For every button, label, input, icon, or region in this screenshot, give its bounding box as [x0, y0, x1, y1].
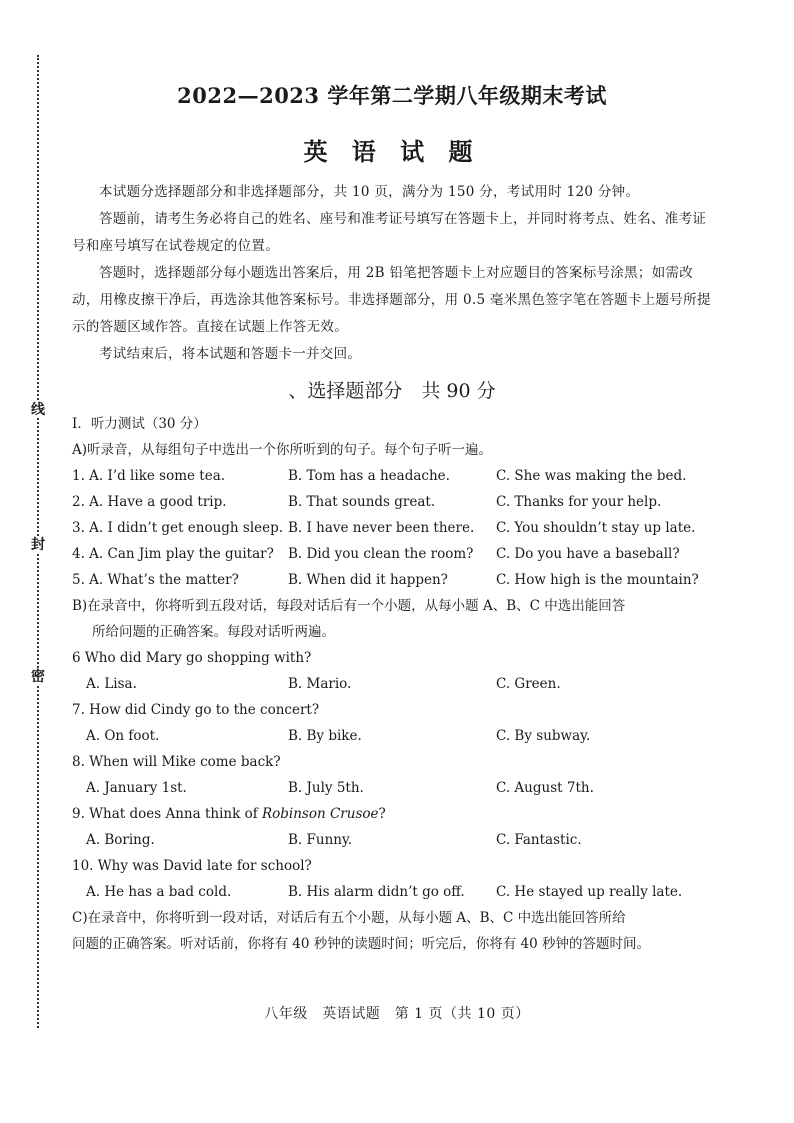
option-b: B. His alarm didn’t go off. [288, 884, 465, 900]
option-row [72, 723, 712, 749]
option-b: B. By bike. [288, 728, 362, 744]
sub-instruction-b: B)在录音中，你将听到五段对话，每段对话后有一个小题，从每小题 A、B、C 中选出能回答 [72, 598, 626, 614]
exam-subtitle: 英 语 试 题 [303, 137, 481, 166]
option-row [72, 775, 712, 801]
option-a: A. Lisa. [86, 676, 137, 692]
option-c: C. By subway. [496, 728, 591, 744]
sub-instruction-c: C)在录音中，你将听到一段对话，对话后有五个小题，从每小题 A、B、C 中选出能回答所给 [72, 910, 626, 926]
instruction-paragraph: 考试结束后，将本试题和答题卡一并交回。 [99, 346, 362, 362]
question-row [72, 515, 712, 541]
option-a: 4. A. Can Jim play the guitar? [72, 546, 274, 562]
option-row [72, 879, 712, 905]
sub-instruction-c-cont: 问题的正确答案。听对话前，你将有 40 秒钟的读题时间；听完后，你将有 40 秒钟的答题时间。 [72, 936, 651, 952]
section-heading: 、选择题部分 共 90 分 [288, 380, 496, 402]
option-a: A. He has a bad cold. [86, 884, 232, 900]
option-b: B. Funny. [288, 832, 353, 848]
instruction-paragraph: 答题时，选择题部分每小题选出答案后，用 2B 铅笔把答题卡上对应题目的答案标号涂黑；如需改动，用橡皮擦干净后，再选涂其他答案标号。非选择题部分，用 0.5 毫米黑色签字笔在答题卡上题号所提示的答题区域作答。直接在试题上作答无效。 [72, 265, 711, 335]
option-c: C. She was making the bed. [496, 468, 687, 484]
question-stem-text: 9. What does Anna think of [72, 806, 262, 822]
option-c: C. Green. [496, 676, 561, 692]
binding-char-line: 线 [31, 402, 45, 418]
option-row [72, 827, 712, 853]
option-row [72, 671, 712, 697]
option-a: 3. A. I didn’t get enough sleep. [72, 520, 284, 536]
question-stem: 6 Who did Mary go shopping with? [72, 650, 312, 666]
option-c: C. Do you have a baseball? [496, 546, 680, 562]
option-b: B. Tom has a headache. [288, 468, 450, 484]
question-row [72, 463, 712, 489]
question-stem: 8. When will Mike come back? [72, 754, 281, 770]
exam-title: 2022—2023 学年第二学期八年级期末考试 [177, 83, 607, 108]
option-a: 2. A. Have a good trip. [72, 494, 227, 510]
option-a: A. Boring. [86, 832, 155, 848]
question-stem [72, 801, 712, 827]
book-title: Robinson Crusoe [261, 806, 379, 822]
question-stem: 7. How did Cindy go to the concert? [72, 702, 320, 718]
sub-instruction-a: A)听录音，从每组句子中选出一个你所听到的句子。每个句子听一遍。 [72, 442, 493, 458]
option-b: B. Did you clean the room? [288, 546, 474, 562]
option-a: A. On foot. [86, 728, 160, 744]
question-row [72, 567, 712, 593]
question-row [72, 489, 712, 515]
instruction-paragraph: 本试题分选择题部分和非选择题部分，共 10 页，满分为 150 分，考试用时 120 分钟。 [99, 184, 640, 200]
question-stem: 10. Why was David late for school? [72, 858, 312, 874]
exam-page [72, 80, 712, 957]
option-c: C. Fantastic. [496, 832, 582, 848]
binding-char-secret: 密 [31, 669, 45, 685]
option-b: B. July 5th. [288, 780, 364, 796]
question-group-b [72, 645, 712, 905]
sub-instruction-b-cont: 所给问题的正确答案。每段对话听两遍。 [92, 624, 335, 640]
question-row [72, 541, 712, 567]
option-c: C. How high is the mountain? [496, 572, 699, 588]
option-a: 5. A. What’s the matter? [72, 572, 239, 588]
option-b: B. I have never been there. [288, 520, 475, 536]
option-c: C. Thanks for your help. [496, 494, 662, 510]
option-c: C. August 7th. [496, 780, 594, 796]
option-c: C. You shouldn’t stay up late. [496, 520, 696, 536]
option-b: B. That sounds great. [288, 494, 436, 510]
option-b: B. When did it happen? [288, 572, 448, 588]
option-a: A. January 1st. [86, 780, 187, 796]
question-group-a [72, 463, 712, 593]
option-a: 1. A. I’d like some tea. [72, 468, 226, 484]
binding-char-seal: 封 [31, 537, 45, 553]
part-heading: I．听力测试（30 分） [72, 416, 207, 432]
page-footer: 八年级 英语试题 第 1 页（共 10 页） [264, 1006, 530, 1022]
option-c: C. He stayed up really late. [496, 884, 683, 900]
instruction-paragraph: 答题前，请考生务必将自己的姓名、座号和准考证号填写在答题卡上，并同时将考点、姓名、准考证号和座号填写在试卷规定的位置。 [72, 211, 707, 254]
option-b: B. Mario. [288, 676, 352, 692]
question-mark: ? [378, 806, 386, 822]
